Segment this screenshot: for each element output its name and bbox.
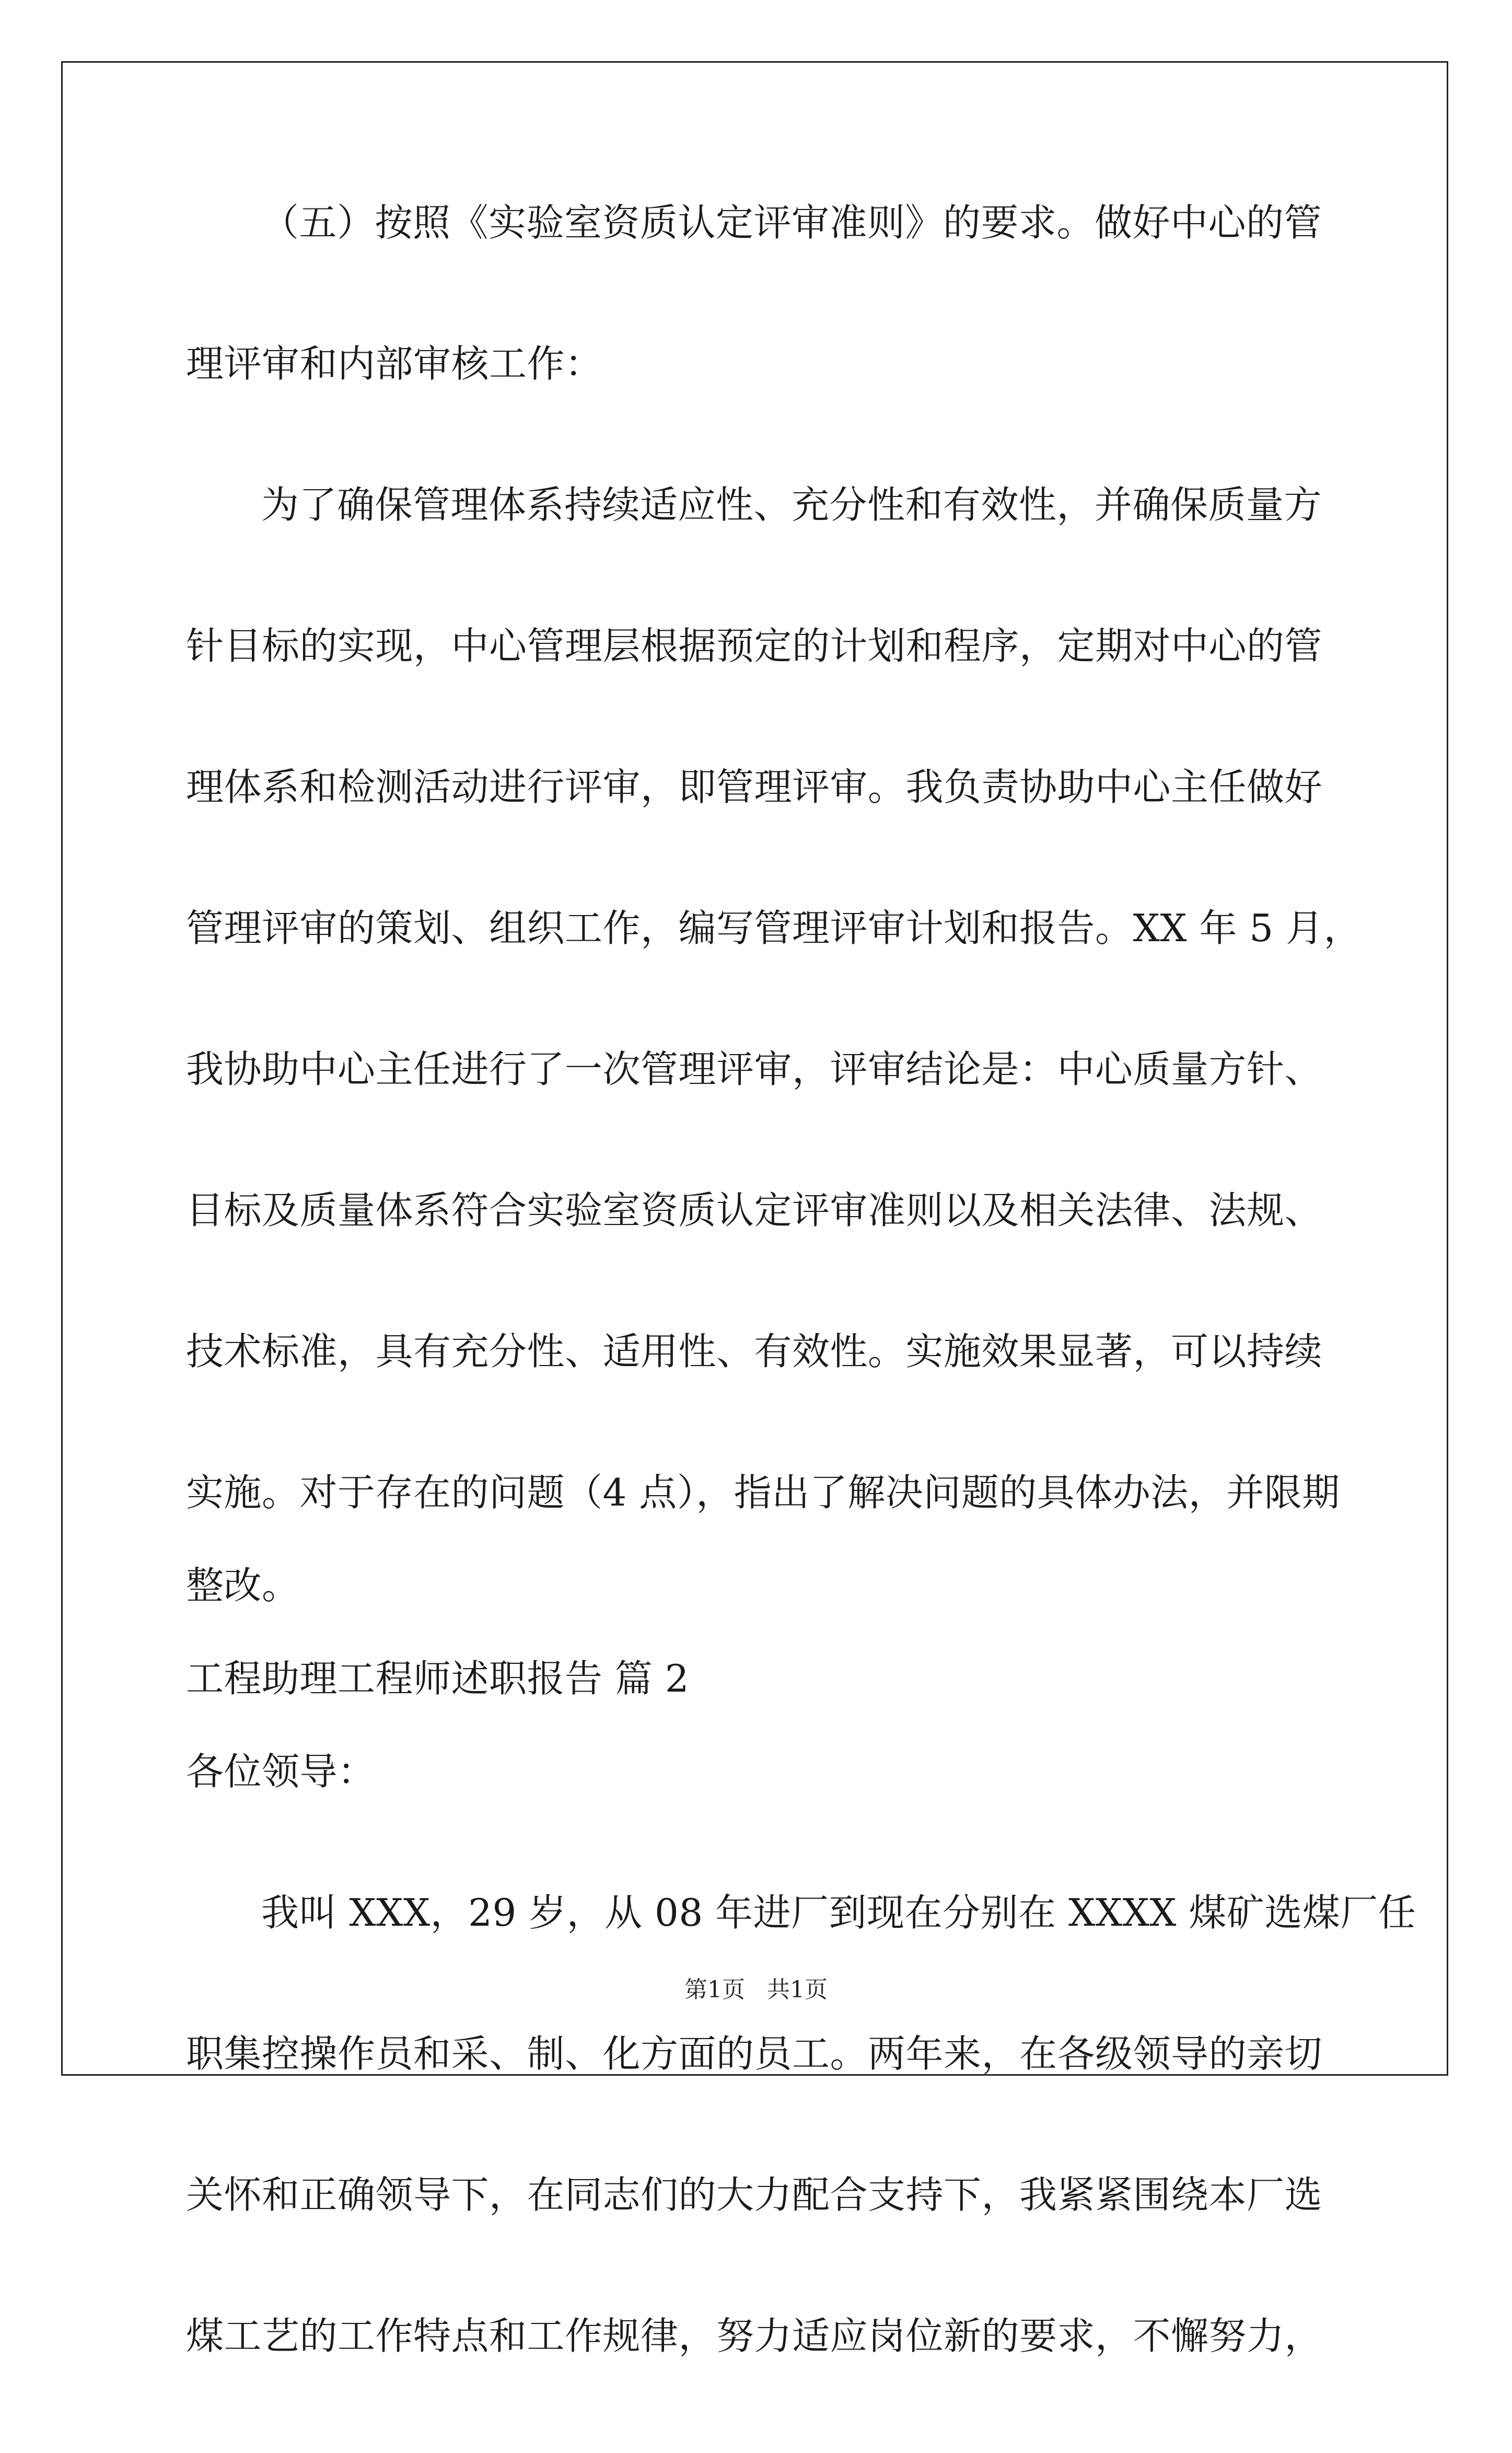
paragraph-line: 为了确保管理体系持续适应性、充分性和有效性，并确保质量方 (261, 483, 1322, 527)
paragraph-line: 整改。 (186, 1564, 300, 1607)
paragraph-line: 煤工艺的工作特点和工作规律，努力适应岗位新的要求，不懈努力， (186, 2314, 1323, 2358)
section-heading: 工程助理工程师述职报告 篇 2 (186, 1657, 690, 1700)
document-body (186, 199, 1416, 2453)
paragraph-line: 技术标准，具有充分性、适用性、有效性。实施效果显著，可以持续 (186, 1329, 1323, 1373)
paragraph-line: 理体系和检测活动进行评审，即管理评审。我负责协助中心主任做好 (186, 765, 1323, 809)
paragraph-line: 实施。对于存在的问题（4 点），指出了解决问题的具体办法，并限期 (186, 1471, 1340, 1514)
paragraph-line: 针目标的实现，中心管理层根据预定的计划和程序，定期对中心的管 (186, 624, 1323, 668)
paragraph-line: 目标及质量体系符合实验室资质认定评审准则以及相关法律、法规、 (186, 1188, 1323, 1232)
paragraph-line: 理评审和内部审核工作： (186, 342, 603, 386)
paragraph-line: 我叫 XXX，29 岁，从 08 年进厂到现在分别在 XXXX 煤矿选煤厂任 (261, 1891, 1416, 1935)
paragraph-line: 管理评审的策划、组织工作，编写管理评审计划和报告。XX 年 5 月， (186, 906, 1362, 950)
paragraph-line: 我协助中心主任进行了一次管理评审，评审结论是：中心质量方针、 (186, 1047, 1323, 1091)
salutation: 各位领导： (186, 1750, 376, 1794)
paragraph-line: 关怀和正确领导下，在同志们的大力配合支持下，我紧紧围绕本厂选 (186, 2173, 1323, 2217)
paragraph-line: 职集控操作员和采、制、化方面的员工。两年来，在各级领导的亲切 (186, 2032, 1323, 2076)
page-footer: 第1页 共1页 (684, 1976, 828, 2003)
paragraph-line: （五）按照《实验室资质认定评审准则》的要求。做好中心的管 (261, 201, 1322, 245)
